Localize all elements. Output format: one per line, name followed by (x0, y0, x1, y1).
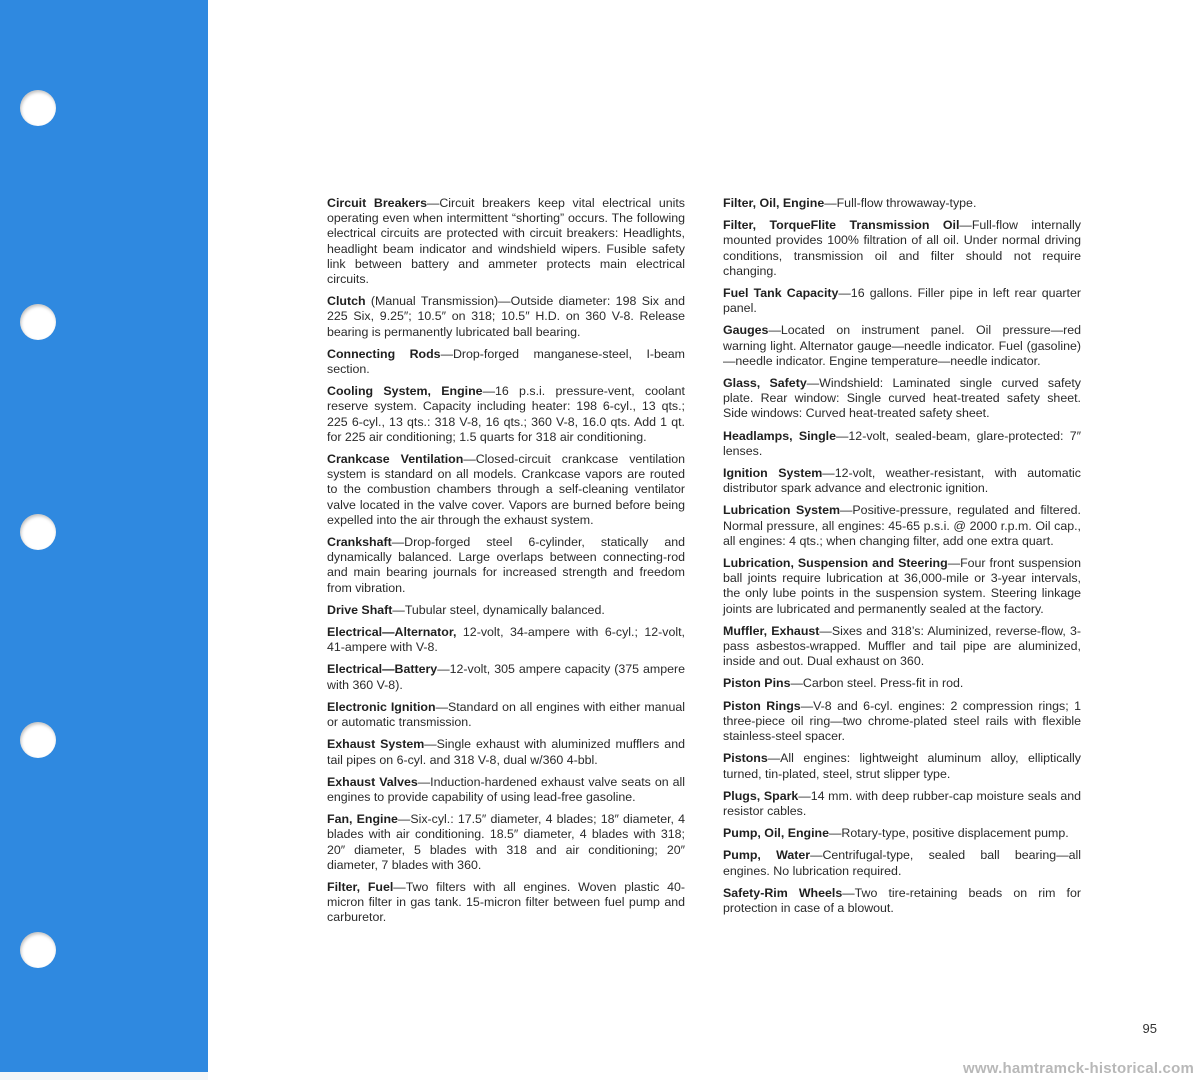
spec-term: Crankcase Ventilation (327, 452, 464, 467)
spec-text: —12-volt, 305 ampere capacity (375 ampere with 360 V-8). (327, 662, 685, 692)
spec-entry (327, 603, 685, 618)
spec-term: Electronic Ignition (327, 699, 436, 714)
spec-entry (723, 699, 1081, 745)
blue-binder-band (0, 0, 208, 1072)
binder-hole-icon (20, 722, 56, 758)
spec-column-left (327, 196, 685, 933)
spec-text: —16 p.s.i. pressure-vent, coolant reserve system. Capacity including heater: 198 6-cyl., 13 qts.; 225 6-cyl., 13 qts.: 318 V-8, 16 qts.; 360 V-8, 16.0 qts. Add 1 qt. for 225 air conditioning; 1.5 quarts for 318 air conditioning. (327, 384, 685, 444)
spec-entry (327, 700, 685, 730)
spec-entry (723, 848, 1081, 878)
spec-term: Pump, Oil, Engine (723, 826, 830, 841)
spec-entry (723, 624, 1081, 670)
spec-text: —Positive-pressure, regulated and filtered. Normal pressure, all engines: 45-65 p.s.i. @ 2000 r.p.m. Oil cap., all engines: 4 qts.; when changing filter, add one extra quart. (723, 503, 1082, 548)
spec-entry (723, 751, 1081, 781)
spec-term: Exhaust Valves (327, 774, 418, 789)
spec-entry (327, 384, 685, 445)
spec-text: —Rotary-type, positive displacement pump. (829, 826, 1069, 841)
spec-text: —All engines: lightweight aluminum alloy, elliptically turned, tin-plated, steel, strut slipper type. (723, 751, 1081, 781)
page-bottom-edge (0, 1072, 208, 1080)
spec-entry (723, 503, 1081, 549)
spec-column-right (723, 196, 1081, 923)
spec-entry (327, 347, 685, 377)
spec-entry (327, 662, 685, 692)
spec-term: Safety-Rim Wheels (723, 885, 843, 900)
spec-term: Lubrication System (723, 503, 841, 518)
spec-entry (723, 466, 1081, 496)
spec-term: Electrical—Battery (327, 662, 438, 677)
spec-term: Ignition System (723, 466, 823, 481)
spec-entry (723, 196, 1081, 211)
spec-term: Pistons (723, 751, 768, 766)
spec-term: Fuel Tank Capacity (723, 286, 839, 301)
spec-entry (327, 294, 685, 340)
spec-entry (723, 676, 1081, 691)
binder-hole-icon (20, 90, 56, 126)
spec-term: Fan, Engine (327, 812, 398, 827)
spec-text: —Two tire-retaining beads on rim for protection in case of a blowout. (723, 885, 1082, 915)
spec-text: —Circuit breakers keep vital electrical units operating even when intermittent “shorting” occurs. The following electrical circuits are protected with circuit breakers: Headlights, headlight beam indicator and windshield wipers. Fusible safety link between battery and ammeter protects main electrical circuits. (327, 196, 686, 287)
spec-text: —12-volt, weather-resistant, with automatic distributor spark advance and electronic ignition. (723, 466, 1081, 496)
spec-text: —Carbon steel. Press-fit in rod. (790, 676, 964, 691)
spec-entry (723, 886, 1081, 916)
spec-term: Filter, Oil, Engine (723, 196, 825, 210)
binder-hole-icon (20, 514, 56, 550)
spec-entry (723, 323, 1081, 369)
page-number: 95 (1142, 1021, 1157, 1036)
spec-text: —16 gallons. Filler pipe in left rear quarter panel. (723, 286, 1081, 316)
spec-text: —Sixes and 318’s: Aluminized, reverse-flow, 3-pass asbestos-wrapped. Muffler and tail pipe are aluminized, inside and out. Dual exhaust on 360. (723, 623, 1082, 669)
spec-term: Drive Shaft (327, 602, 393, 617)
spec-entry (723, 218, 1081, 279)
spec-term: Headlamps, Single (723, 428, 837, 443)
spec-entry (723, 789, 1081, 819)
spec-term: Piston Rings (723, 698, 801, 713)
binder-hole-icon (20, 932, 56, 968)
spec-term: Circuit Breakers (327, 196, 427, 210)
spec-text: —Full-flow internally mounted provides 100% filtration of all oil. Under normal driving conditions, transmission oil and filter should not require changing. (723, 218, 1081, 278)
spec-term: Crankshaft (327, 535, 392, 550)
spec-entry (723, 286, 1081, 316)
watermark-url: www.hamtramck-historical.com (963, 1060, 1194, 1077)
spec-entry (327, 452, 685, 528)
spec-entry (327, 775, 685, 805)
spec-term: Gauges (723, 323, 769, 338)
spec-text: —Located on instrument panel. Oil pressure—red warning light. Alternator gauge—needle indicator. Fuel (gasoline)—needle indicator. Engine temperature—needle indicator. (723, 323, 1081, 368)
spec-entry (327, 812, 685, 873)
spec-text: —Induction-hardened exhaust valve seats on all engines to provide capability of using lead-free gasoline. (327, 774, 686, 804)
spec-term: Plugs, Spark (723, 788, 799, 803)
spec-entry (327, 737, 685, 767)
spec-text: —Tubular steel, dynamically balanced. (392, 602, 605, 617)
spec-term: Lubrication, Suspension and Steering (723, 556, 948, 571)
spec-entry (327, 625, 685, 655)
spec-term: Glass, Safety (723, 376, 807, 391)
spec-text: —Standard on all engines with either manual or automatic transmission. (327, 699, 685, 730)
spec-text: —Windshield: Laminated single curved safety plate. Rear window: Single curved heat-treated safety sheet. Side windows: Curved heat-treated safety sheet. (723, 376, 1081, 421)
spec-text: —Full-flow throwaway-type. (824, 196, 977, 210)
spec-entry (327, 880, 685, 926)
spec-entry (723, 556, 1081, 617)
spec-text: —Drop-forged steel 6-cylinder, statically and dynamically balanced. Large overlaps between connecting-rod and main bearing journals for increased strength and freedom from vibration. (327, 535, 685, 595)
spec-entry (723, 376, 1081, 422)
spec-entry (327, 196, 685, 287)
spec-term: Connecting Rods (327, 346, 441, 361)
spec-text: —Drop-forged manganese-steel, I-beam section. (327, 346, 686, 377)
spec-term: Clutch (327, 294, 366, 309)
spec-term: Cooling System, Engine (327, 384, 483, 399)
spec-text: (Manual Transmission)—Outside diameter: 198 Six and 225 Six, 9.25″; 10.5″ on 318; 10.5″ H.D. on 360 V-8. Release bearing is permanently lubricated ball bearing. (327, 294, 685, 339)
spec-term: Muffler, Exhaust (723, 623, 820, 638)
spec-text: —12-volt, sealed-beam, glare-protected: 7″ lenses. (723, 428, 1081, 458)
spec-term: Piston Pins (723, 676, 791, 691)
spec-term: Electrical—Alternator, (327, 625, 457, 640)
spec-entry (723, 826, 1081, 841)
binder-hole-icon (20, 304, 56, 340)
spec-text: —Closed-circuit crankcase ventilation system is standard on all models. Crankcase vapors are routed to the combustion chambers through a self-cleaning ventilator valve located in the valve cover. Vapors are burned before being expelled into the air through the exhaust system. (327, 452, 686, 527)
spec-text: —Two filters with all engines. Woven plastic 40-micron filter in gas tank. 15-micron filter between fuel pump and carburetor. (327, 879, 686, 925)
spec-text: —Six-cyl.: 17.5″ diameter, 4 blades; 18″ diameter, 4 blades with air conditioning. 18.5″ diameter, 4 blades with 318; 20″ diameter, 5 blades with 318 and air conditioning; 20″ diameter, 7 blades with 360. (327, 812, 685, 872)
spec-term: Filter, Fuel (327, 879, 394, 894)
spec-term: Exhaust System (327, 737, 425, 752)
spec-entry (327, 535, 685, 596)
spec-entry (723, 429, 1081, 459)
spec-text: 12-volt, 34-ampere with 6-cyl.; 12-volt, 41-ampere with V-8. (327, 625, 685, 655)
spec-term: Filter, TorqueFlite Transmission Oil (723, 218, 960, 233)
spec-text: —Single exhaust with aluminized mufflers and tail pipes on 6-cyl. and 318 V-8, dual w/360 4-bbl. (327, 737, 685, 767)
spec-text: —Four front suspension ball joints require lubrication at 36,000-mile or 3-year intervals, the only lube points in the suspension system. Steering linkage joints are lubricated and permanently sealed at the factory. (723, 556, 1082, 616)
spec-text: —Centrifugal-type, sealed ball bearing—all engines. No lubrication required. (723, 848, 1081, 878)
spec-text: —V-8 and 6-cyl. engines: 2 compression rings; 1 three-piece oil ring—two chrome-plated steel rails with flexible stainless-steel spacer. (723, 698, 1081, 744)
spec-term: Pump, Water (723, 848, 811, 863)
spec-text: —14 mm. with deep rubber-cap moisture seals and resistor cables. (723, 788, 1081, 818)
